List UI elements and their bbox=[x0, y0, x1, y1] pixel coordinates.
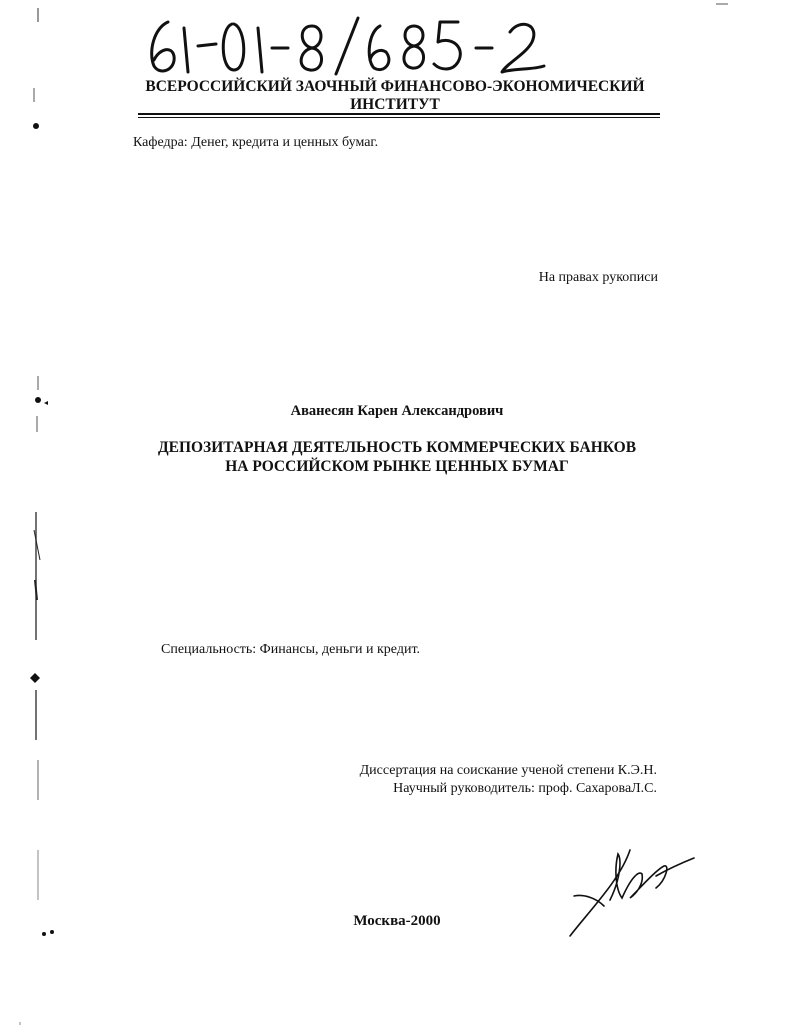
rights-note: На правах рукописи bbox=[538, 270, 658, 285]
supervisor-line: Научный руководитель: проф. СахароваЛ.С. bbox=[393, 781, 657, 796]
header-rule-thick bbox=[138, 113, 660, 115]
scan-margin-marks bbox=[0, 0, 70, 1025]
scan-corner-mark bbox=[712, 0, 732, 14]
institute-line-2: ИНСТИТУТ bbox=[350, 96, 440, 113]
specialty: Специальность: Финансы, деньги и кредит. bbox=[161, 642, 421, 657]
city-year: Москва-2000 bbox=[353, 913, 441, 929]
author-name: Аванесян Карен Александрович bbox=[290, 403, 504, 419]
degree-line: Диссертация на соискание ученой степени К.Э.Н. bbox=[359, 763, 657, 778]
dissertation-info bbox=[360, 762, 657, 798]
institute-name bbox=[140, 78, 650, 114]
header-rule-thin bbox=[138, 117, 660, 118]
institute-line-1: ВСЕРОССИЙСКИЙ ЗАОЧНЫЙ ФИНАНСОВО-ЭКОНОМИЧЕСКИЙ bbox=[145, 78, 645, 95]
dissertation-title bbox=[0, 438, 794, 476]
title-line-1: ДЕПОЗИТАРНАЯ ДЕЯТЕЛЬНОСТЬ КОММЕРЧЕСКИХ БАНКОВ bbox=[157, 439, 637, 456]
handwritten-catalog-number bbox=[140, 8, 560, 80]
title-line-2: НА РОССИЙСКОМ РЫНКЕ ЦЕННЫХ БУМАГ bbox=[225, 458, 569, 475]
department: Кафедра: Денег, кредита и ценных бумаг. bbox=[133, 135, 379, 150]
